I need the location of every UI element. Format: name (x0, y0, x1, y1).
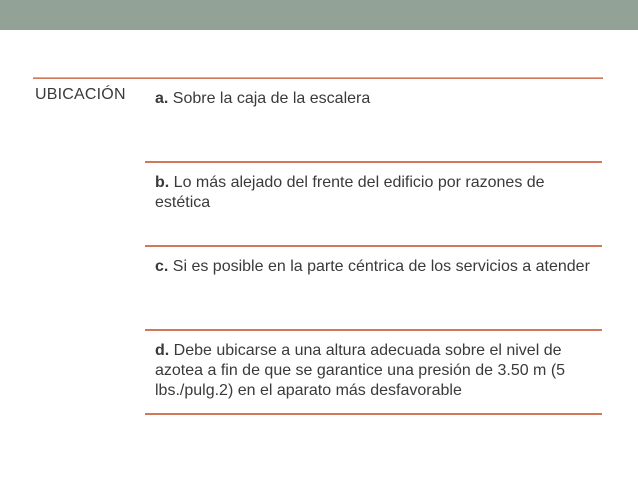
section-label: UBICACIÓN (35, 86, 126, 103)
item-letter: c. (155, 258, 169, 275)
item-text: Si es posible en la parte céntrica de los servicios a atender (168, 258, 590, 275)
item-text: Lo más alejado del frente del edificio por razones de estética (155, 174, 545, 211)
list-item-c (155, 257, 600, 277)
item-letter: b. (155, 174, 170, 191)
row-divider (145, 329, 602, 331)
row-divider (145, 413, 602, 415)
row-divider (145, 161, 602, 163)
list-item-b (155, 173, 600, 213)
item-text: Sobre la caja de la escalera (168, 90, 371, 107)
list-item-a (155, 89, 600, 109)
top-bar (0, 0, 638, 30)
list-item-d (155, 341, 600, 401)
item-text: Debe ubicarse a una altura adecuada sobre el nivel de azotea a fin de que se garantice una presión de 3.50 m (5 lbs./pulg.2) en el aparato más desfavorable (155, 342, 566, 399)
item-letter: a. (155, 90, 169, 107)
header-divider (33, 77, 603, 79)
item-letter: d. (155, 342, 170, 359)
row-divider (145, 245, 602, 247)
